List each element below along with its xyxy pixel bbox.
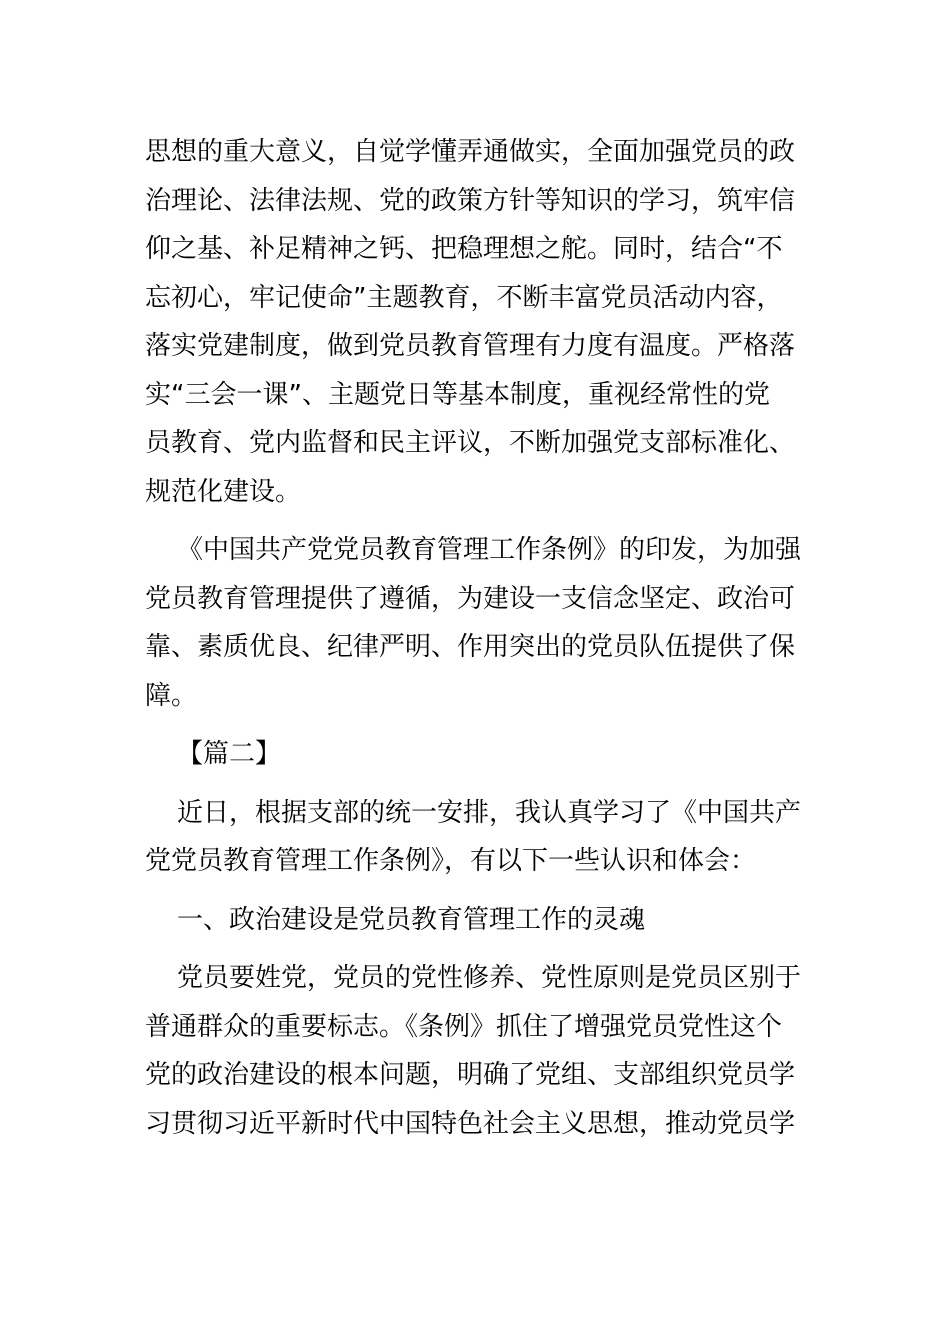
text-line: 障。 [145, 680, 198, 711]
text-line: 规范化建设。 [145, 476, 302, 507]
paragraph-gap [145, 720, 795, 730]
text-line: 仰之基、补足精神之钙、把稳理想之舵。同时，结合“不 [145, 234, 783, 264]
section-heading [145, 730, 795, 779]
document-body [145, 128, 802, 1148]
paragraph-gap [145, 944, 795, 954]
text-line: 党员要姓党，党员的党性修养、党性原则是党员区别于 [177, 963, 802, 993]
text-line: 治理论、法律法规、党的政策方针等知识的学习，筑牢信 [145, 185, 796, 216]
text-line: 员教育、党内监督和民主评议，不断加强党支部标准化、 [145, 428, 796, 458]
text-line: 靠、素质优良、纪律严明、作用突出的党员队伍提供了保 [145, 632, 796, 662]
text-line: 忘初心，牢记使命”主题教育，不断丰富党员活动内容， [145, 282, 783, 313]
text-line: 思想的重大意义，自觉学懂弄通做实，全面加强党员的政 [145, 137, 796, 167]
paragraph [145, 954, 802, 1148]
paragraph [145, 128, 795, 516]
text-line: 《中国共产党党员教育管理工作条例》的印发，为加强 [177, 535, 802, 565]
text-line: 实“三会一课”、主题党日等基本制度，重视经常性的党 [145, 379, 770, 410]
text-line: 党党员教育管理工作条例》，有以下一些认识和体会： [145, 846, 757, 876]
text-line: 党的政治建设的根本问题，明确了党组、支部组织党员学 [145, 1060, 796, 1090]
text-line: 【篇二】 [177, 739, 282, 769]
paragraph-gap [145, 516, 795, 526]
text-line: 一、政治建设是党员教育管理工作的灵魂 [177, 904, 646, 935]
paragraph [145, 789, 802, 886]
paragraph [145, 526, 802, 720]
subheading [145, 896, 795, 945]
text-line: 党员教育管理提供了遵循，为建设一支信念坚定、政治可 [145, 583, 796, 614]
text-line: 落实党建制度，做到党员教育管理有力度有温度。严格落 [145, 331, 796, 361]
paragraph-gap [145, 886, 795, 896]
text-line: 习贯彻习近平新时代中国特色社会主义思想，推动党员学 [145, 1108, 796, 1139]
text-line: 普通群众的重要标志。《条例》抓住了增强党员党性这个 [145, 1011, 783, 1042]
paragraph-gap [145, 779, 795, 789]
text-line: 近日，根据支部的统一安排，我认真学习了《中国共产 [177, 797, 802, 828]
